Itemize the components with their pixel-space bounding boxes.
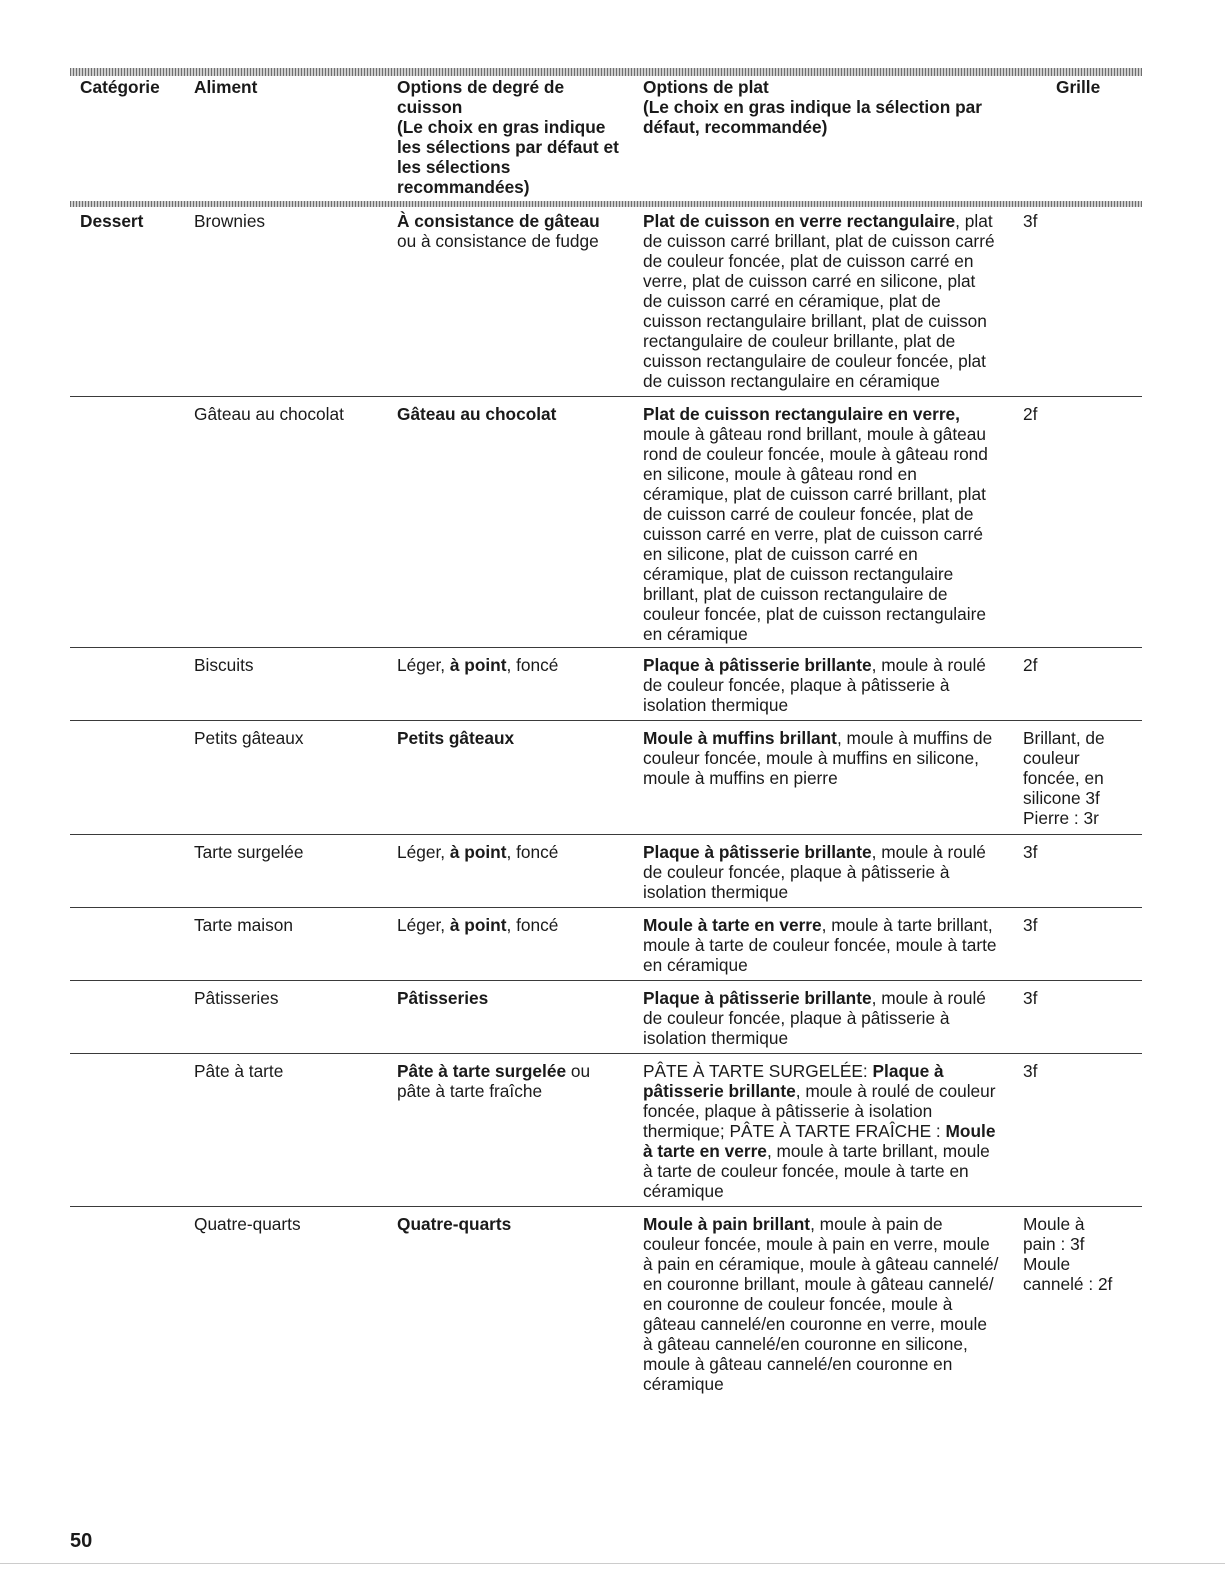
bold-text-segment: Gâteau au chocolat [397, 404, 557, 424]
dish-line [643, 1234, 998, 1254]
rack-line: 2f [1023, 655, 1038, 675]
rack-line: 3f [1023, 915, 1038, 935]
dish-line [643, 584, 988, 604]
row-divider [70, 1206, 1142, 1207]
dish-line [643, 1314, 998, 1334]
rack-cell [1023, 842, 1037, 862]
rack-cell [1023, 655, 1037, 675]
text-segment: en céramique [643, 955, 748, 975]
bold-text-segment: à point [449, 842, 507, 862]
doneness-options-cell [397, 988, 488, 1008]
doneness-options-cell [397, 655, 558, 675]
text-segment: de couleur foncée, plaque à pâtisserie à [643, 1008, 950, 1028]
dish-line [643, 748, 992, 768]
header-plat-line: (Le choix en gras indique la sélection par [643, 97, 982, 117]
text-segment: à pain en céramique, moule à gâteau cannelé/ [643, 1254, 999, 1274]
text-segment: de cuisson carré en céramique, plat de [643, 291, 941, 311]
text-segment: de couleur foncée, plat de cuisson carré en [643, 251, 974, 271]
dish-line [643, 604, 988, 624]
bold-text-segment: Plat de cuisson en verre rectangulaire [643, 211, 956, 231]
text-segment: rond de couleur foncée, moule à gâteau rond [643, 444, 988, 464]
header-top-hatched-rule [70, 68, 1142, 76]
text-segment: à gâteau cannelé/en couronne en silicone, [643, 1334, 968, 1354]
text-segment: isolation thermique [643, 882, 789, 902]
doneness-options-cell [397, 211, 600, 251]
doneness-line [397, 728, 514, 748]
bold-text-segment: Plaque à pâtisserie brillante [643, 842, 872, 862]
header-degre-line: recommandées) [397, 177, 530, 197]
text-segment: en céramique [643, 624, 748, 644]
food-cell: Biscuits [194, 655, 254, 675]
dish-line [643, 1161, 996, 1181]
bold-text-segment: Moule à muffins brillant [643, 728, 837, 748]
text-segment: , foncé [506, 655, 559, 675]
food-cell: Brownies [194, 211, 266, 231]
text-segment: , foncé [506, 915, 559, 935]
dish-options-cell [643, 655, 986, 715]
dish-line [643, 464, 988, 484]
header-plat-line: Options de plat [643, 77, 769, 97]
dish-line [643, 1181, 996, 1201]
dish-line [643, 544, 988, 564]
text-segment: de couleur foncée, plaque à pâtisserie à [643, 675, 950, 695]
food-cell: Quatre-quarts [194, 1214, 301, 1234]
doneness-line [397, 231, 600, 251]
text-segment: thermique; PÂTE À TARTE FRAÎCHE : [643, 1121, 946, 1141]
header-degre-line: cuisson [397, 97, 463, 117]
doneness-line [397, 211, 600, 231]
rack-cell [1023, 988, 1037, 1008]
page-number: 50 [70, 1530, 93, 1552]
dish-line [643, 842, 986, 862]
dish-line [643, 484, 988, 504]
doneness-options-cell [397, 404, 556, 424]
food-cell: Petits gâteaux [194, 728, 304, 748]
text-segment: , moule à roulé [871, 842, 986, 862]
bold-text-segment: Moule à pain brillant [643, 1214, 811, 1234]
bold-text-segment: Moule [945, 1121, 996, 1141]
text-segment: , moule à muffins de [836, 728, 993, 748]
text-segment: céramique [643, 1181, 724, 1201]
rack-line: pain : 3f [1023, 1234, 1085, 1254]
food-cell: Gâteau au chocolat [194, 404, 344, 424]
dish-line [643, 988, 986, 1008]
dish-line [643, 882, 986, 902]
text-segment: brillant, plat de cuisson rectangulaire de [643, 584, 948, 604]
doneness-line [397, 1214, 511, 1234]
rack-line: 3f [1023, 842, 1038, 862]
dish-line [643, 1214, 998, 1234]
text-segment: couleur foncée, moule à muffins en silicone, [643, 748, 979, 768]
dish-line [643, 935, 997, 955]
food-cell: Pâtisseries [194, 988, 279, 1008]
dish-line [643, 915, 997, 935]
dish-line [643, 768, 992, 788]
food-cell: Tarte maison [194, 915, 293, 935]
dish-options-cell [643, 988, 986, 1048]
text-segment: , foncé [506, 842, 559, 862]
dish-line [643, 1081, 996, 1101]
row-divider [70, 647, 1142, 648]
rack-line: Moule [1023, 1254, 1071, 1274]
doneness-line [397, 988, 488, 1008]
text-segment: de couleur foncée, plaque à pâtisserie à [643, 862, 950, 882]
bold-text-segment: Plaque à pâtisserie brillante [643, 988, 872, 1008]
header-options-de-plat [643, 77, 982, 137]
row-divider [70, 907, 1142, 908]
text-segment: céramique, plat de cuisson carré brillant, plat [643, 484, 986, 504]
bold-text-segment: À consistance de gâteau [397, 211, 600, 231]
rack-cell [1023, 1061, 1037, 1081]
table-header-row [70, 77, 1142, 199]
header-grille: Grille [1056, 77, 1101, 97]
dish-line [643, 955, 997, 975]
dish-options-cell [643, 728, 992, 788]
text-segment: , plat [955, 211, 993, 231]
bold-text-segment: Moule à tarte en verre [643, 915, 822, 935]
text-segment: en couronne de couleur foncée, moule à [643, 1294, 953, 1314]
header-degre-line: les sélections par défaut et [397, 137, 619, 157]
rack-line: foncée, en [1023, 768, 1104, 788]
header-aliment: Aliment [194, 77, 258, 97]
dish-line [643, 1354, 998, 1374]
header-degre-line: (Le choix en gras indique [397, 117, 606, 137]
text-segment: Léger, [397, 842, 450, 862]
header-categorie: Catégorie [80, 77, 160, 97]
dish-line [643, 655, 986, 675]
header-bottom-hatched-rule [70, 201, 1142, 207]
dish-line [643, 862, 986, 882]
doneness-options-cell [397, 842, 558, 862]
text-segment: cuisson carré en verre, plat de cuisson carré [643, 524, 984, 544]
row-divider [70, 834, 1142, 835]
text-segment: rectangulaire de couleur brillante, plat de [643, 331, 956, 351]
bold-text-segment: Quatre-quarts [397, 1214, 512, 1234]
text-segment: , moule à roulé [871, 988, 986, 1008]
text-segment: moule à muffins en pierre [643, 768, 838, 788]
dish-line [643, 1061, 996, 1081]
row-divider [70, 980, 1142, 981]
doneness-options-cell [397, 1061, 590, 1101]
header-degre-line: Options de degré de [397, 77, 565, 97]
text-segment: , moule à pain de [810, 1214, 943, 1234]
rack-line: 2f [1023, 404, 1038, 424]
food-cell: Tarte surgelée [194, 842, 304, 862]
text-segment: verre, plat de cuisson carré en silicone, plat [643, 271, 976, 291]
dish-line [643, 1141, 996, 1161]
dish-line [643, 231, 995, 251]
text-segment: , moule à roulé de couleur [795, 1081, 996, 1101]
page-bottom-rule [0, 1563, 1225, 1564]
text-segment: isolation thermique [643, 1028, 789, 1048]
dish-line [643, 675, 986, 695]
text-segment: de cuisson rectangulaire en céramique [643, 371, 940, 391]
food-cell: Pâte à tarte [194, 1061, 284, 1081]
rack-line: Moule à [1023, 1214, 1085, 1234]
text-segment: ou [566, 1061, 591, 1081]
doneness-line [397, 655, 558, 675]
header-degre-line: les sélections [397, 157, 511, 177]
bold-text-segment: à point [449, 655, 507, 675]
row-divider [70, 396, 1142, 397]
text-segment: en silicone, moule à gâteau rond en [643, 464, 917, 484]
doneness-options-cell [397, 1214, 511, 1234]
dish-options-cell [643, 842, 986, 902]
text-segment: moule à gâteau cannelé/en couronne en [643, 1354, 953, 1374]
text-segment: cuisson rectangulaire brillant, plat de cuisson [643, 311, 987, 331]
rack-line: 3f [1023, 1061, 1038, 1081]
text-segment: , moule à tarte brillant, [821, 915, 993, 935]
text-segment: isolation thermique [643, 695, 789, 715]
bold-text-segment: pâtisserie brillante [643, 1081, 796, 1101]
text-segment: foncée, plaque à pâtisserie à isolation [643, 1101, 933, 1121]
text-segment: couleur foncée, moule à pain en verre, moule [643, 1234, 990, 1254]
text-segment: moule à tarte de couleur foncée, moule à tarte [643, 935, 997, 955]
dish-line [643, 371, 995, 391]
dish-line [643, 1274, 998, 1294]
rack-line: couleur [1023, 748, 1080, 768]
dish-line [643, 251, 995, 271]
bold-text-segment: Pâtisseries [397, 988, 489, 1008]
dish-options-cell [643, 915, 997, 975]
dish-line [643, 1028, 986, 1048]
dish-line [643, 444, 988, 464]
dish-line [643, 564, 988, 584]
text-segment: ou à consistance de fudge [397, 231, 599, 251]
dish-line [643, 1374, 998, 1394]
doneness-options-cell [397, 915, 558, 935]
bold-text-segment: à point [449, 915, 507, 935]
rack-cell [1023, 404, 1037, 424]
dish-options-cell [643, 1061, 996, 1201]
rack-line: silicone 3f [1023, 788, 1100, 808]
dish-line [643, 1101, 996, 1121]
dish-line [643, 424, 988, 444]
dish-line [643, 351, 995, 371]
doneness-line [397, 915, 558, 935]
dish-line [643, 1334, 998, 1354]
dish-line [643, 271, 995, 291]
dish-line [643, 504, 988, 524]
text-segment: Léger, [397, 915, 450, 935]
text-segment: Léger, [397, 655, 450, 675]
text-segment: moule à gâteau rond brillant, moule à gâteau [643, 424, 986, 444]
rack-line: 3f [1023, 211, 1038, 231]
dish-line [643, 404, 988, 424]
text-segment: céramique, plat de cuisson rectangulaire [643, 564, 954, 584]
dish-line [643, 695, 986, 715]
text-segment: de cuisson carré de couleur foncée, plat de [643, 504, 974, 524]
dish-line [643, 1008, 986, 1028]
text-segment: pâte à tarte fraîche [397, 1081, 543, 1101]
text-segment: couleur foncée, plat de cuisson rectangulaire [643, 604, 986, 624]
rack-line: cannelé : 2f [1023, 1274, 1113, 1294]
rack-line: Pierre : 3r [1023, 808, 1099, 828]
dish-line [643, 1121, 996, 1141]
bold-text-segment: à tarte en verre [643, 1141, 767, 1161]
row-divider [70, 1053, 1142, 1054]
text-segment: , moule à tarte brillant, moule [766, 1141, 990, 1161]
text-segment: gâteau cannelé/en couronne en verre, moule [643, 1314, 987, 1334]
dish-line [643, 211, 995, 231]
text-segment: céramique [643, 1374, 724, 1394]
dish-line [643, 728, 992, 748]
category-cell: Dessert [80, 211, 144, 231]
dish-line [643, 1254, 998, 1274]
rack-cell [1023, 211, 1037, 231]
dish-options-cell [643, 211, 995, 391]
doneness-line [397, 842, 558, 862]
row-divider [70, 720, 1142, 721]
rack-line: Brillant, de [1023, 728, 1105, 748]
text-segment: cuisson rectangulaire de couleur foncée, plat [643, 351, 986, 371]
dish-line [643, 1294, 998, 1314]
text-segment: de cuisson carré brillant, plat de cuisson carré [643, 231, 995, 251]
dish-options-cell [643, 404, 988, 644]
header-degre-de-cuisson [397, 77, 619, 197]
text-segment: en couronne brillant, moule à gâteau cannelé/ [643, 1274, 994, 1294]
text-segment: , moule à roulé [871, 655, 986, 675]
bold-text-segment: Plaque à [872, 1061, 944, 1081]
dish-line [643, 291, 995, 311]
dish-line [643, 331, 995, 351]
text-segment: en silicone, plat de cuisson carré en [643, 544, 918, 564]
doneness-line [397, 1061, 590, 1081]
text-segment: PÂTE À TARTE SURGELÉE: [643, 1061, 873, 1081]
rack-cell [1023, 915, 1037, 935]
dish-line [643, 524, 988, 544]
dish-options-cell [643, 1214, 998, 1394]
doneness-line [397, 404, 556, 424]
rack-cell [1023, 1214, 1112, 1294]
dish-line [643, 624, 988, 644]
bold-text-segment: Plat de cuisson rectangulaire en verre, [643, 404, 960, 424]
rack-cell [1023, 728, 1105, 828]
text-segment: à tarte de couleur foncée, moule à tarte en [643, 1161, 969, 1181]
rack-line: 3f [1023, 988, 1038, 1008]
header-plat-line: défaut, recommandée) [643, 117, 828, 137]
dish-line [643, 311, 995, 331]
doneness-options-cell [397, 728, 514, 748]
bold-text-segment: Pâte à tarte surgelée [397, 1061, 567, 1081]
doneness-line [397, 1081, 590, 1101]
bold-text-segment: Petits gâteaux [397, 728, 515, 748]
bold-text-segment: Plaque à pâtisserie brillante [643, 655, 872, 675]
